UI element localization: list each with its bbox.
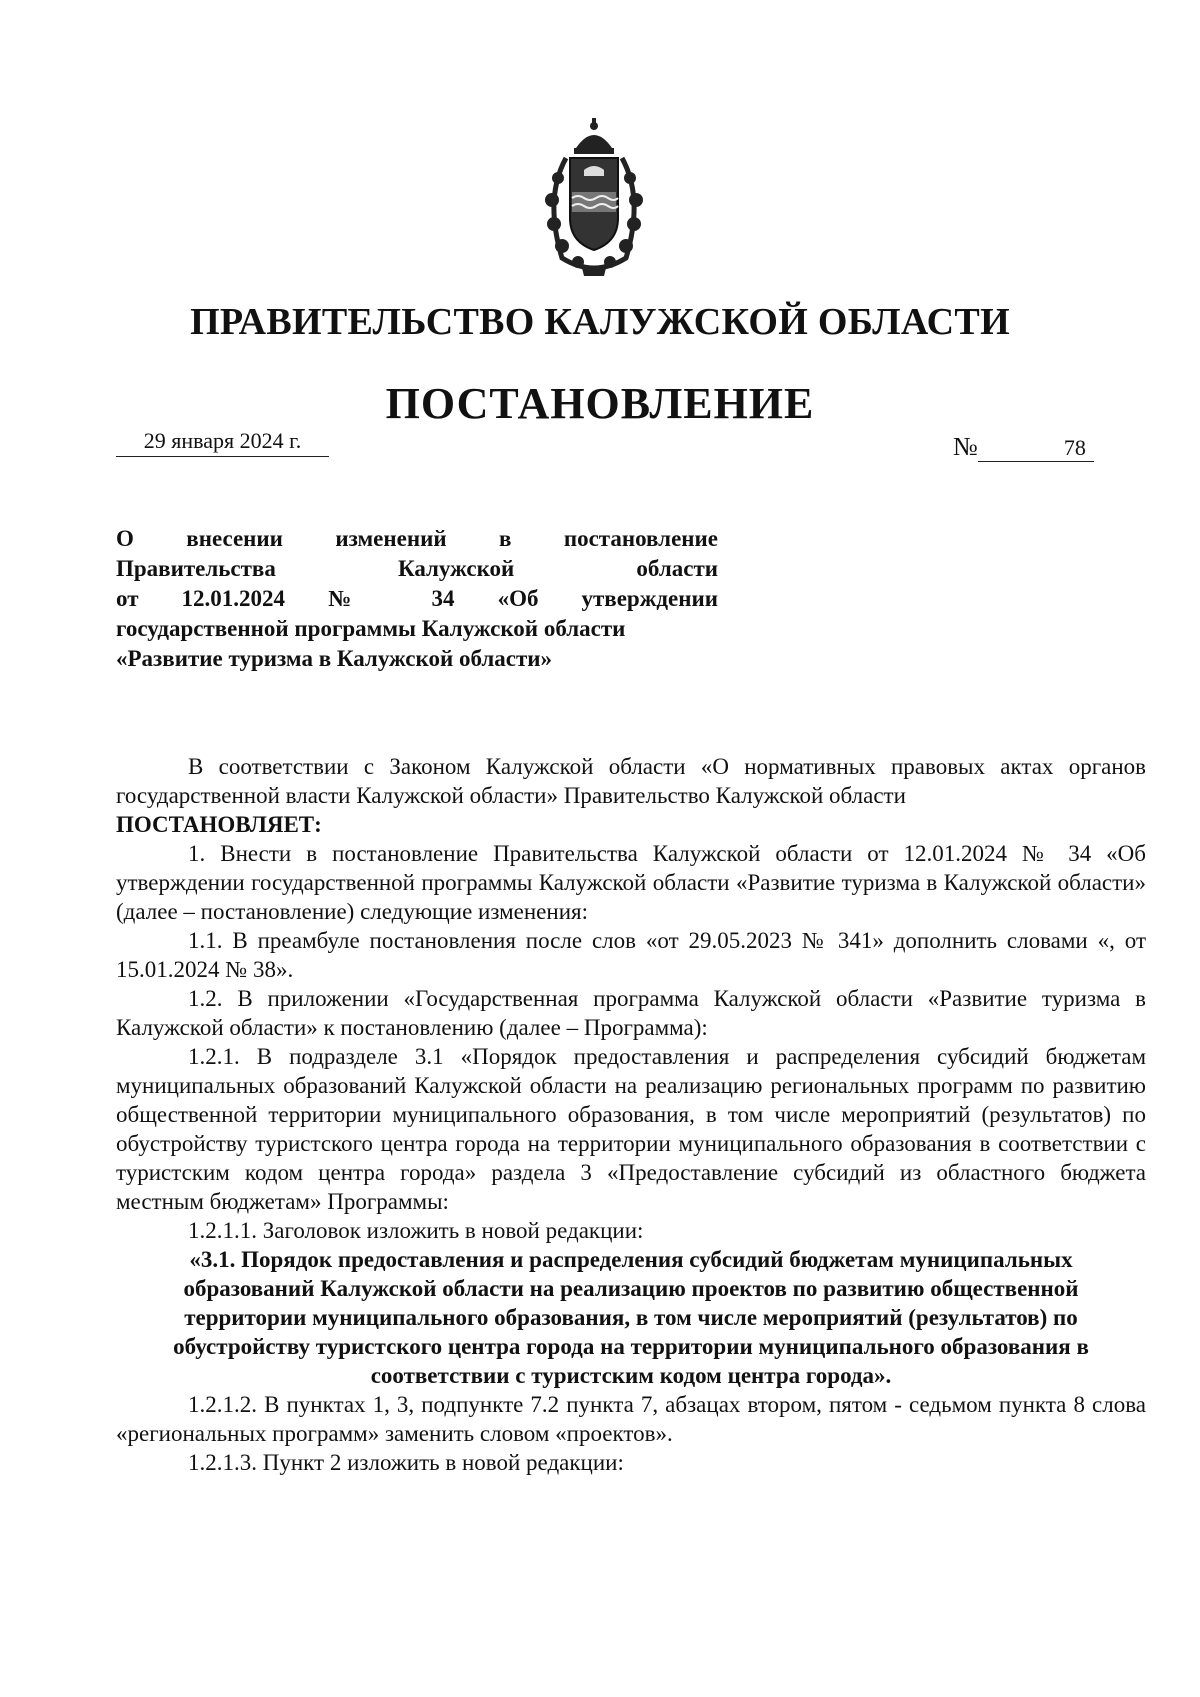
paragraph: 1.2. В приложении «Государственная программа Калужской области «Развитие туризма в Калужской области» к постановлению (далее – Программа): <box>116 986 1146 1040</box>
subject-line: О внесении изменений в постановление <box>116 526 718 551</box>
number-value: 78 <box>978 435 1094 462</box>
subject-line: от 12.01.2024 № 34 «Об утверждении <box>116 586 718 611</box>
number-label: № <box>953 432 978 461</box>
resolves-heading: ПОСТАНОВЛЯЕТ: <box>116 812 322 837</box>
preamble-paragraph: В соответствии с Законом Калужской области «О нормативных правовых актах органов государственной власти Калужской области» Правительство Калужской области <box>116 754 1146 808</box>
document-body <box>116 752 1146 1477</box>
subject-line: государственной программы Калужской области <box>116 616 626 641</box>
paragraph: 1.2.1.2. В пунктах 1, 3, подпункте 7.2 пункта 7, абзацах втором, пятом - седьмом пункта 8 слова «региональных программ» заменить словом «проектов». <box>116 1392 1146 1446</box>
document-type-title: ПОСТАНОВЛЕНИЕ <box>385 379 815 428</box>
paragraph: 1. Внести в постановление Правительства Калужской области от 12.01.2024 № 34 «Об утверждении государственной программы Калужской области «Развитие туризма в Калужской области» (далее – постановление) следующие изменения: <box>116 841 1146 924</box>
subject-line: «Развитие туризма в Калужской области» <box>116 646 553 671</box>
paragraph: 1.1. В преамбуле постановления после слов «от 29.05.2023 № 341» дополнить словами «, от 15.01.2024 № 38». <box>116 928 1146 982</box>
new-section-title: «3.1. Порядок предоставления и распределения субсидий бюджетам муниципальных образований Калужской области на реализацию проектов по развитию общественной территории муниципального образования, в том числе мероприятий (результатов) по обустройству туристского центра города на территории муниципального образования в соответствии с туристским кодом центра города». <box>173 1247 1089 1388</box>
document-subject <box>116 524 718 674</box>
paragraph: 1.2.1.3. Пункт 2 изложить в новой редакции: <box>188 1450 624 1475</box>
paragraph: 1.2.1. В подразделе 3.1 «Порядок предоставления и распределения субсидий бюджетам муниципальных образований Калужской области на реализацию региональных программ по развитию общественной территории муниципального образования, в том числе мероприятий (результатов) по обустройству туристского центра города на территории муниципального образования в соответствии с туристским кодом центра города» раздела 3 «Предоставление субсидий из областного бюджета местным бюджетам» Программы: <box>116 1044 1146 1214</box>
paragraph: 1.2.1.1. Заголовок изложить в новой редакции: <box>188 1218 644 1243</box>
document-date: 29 января 2024 г. <box>116 428 329 457</box>
coat-of-arms-icon <box>534 118 654 278</box>
document-number <box>953 432 1094 462</box>
issuing-authority: ПРАВИТЕЛЬСТВО КАЛУЖСКОЙ ОБЛАСТИ <box>190 301 1010 343</box>
subject-line: Правительства Калужской области <box>116 556 718 581</box>
